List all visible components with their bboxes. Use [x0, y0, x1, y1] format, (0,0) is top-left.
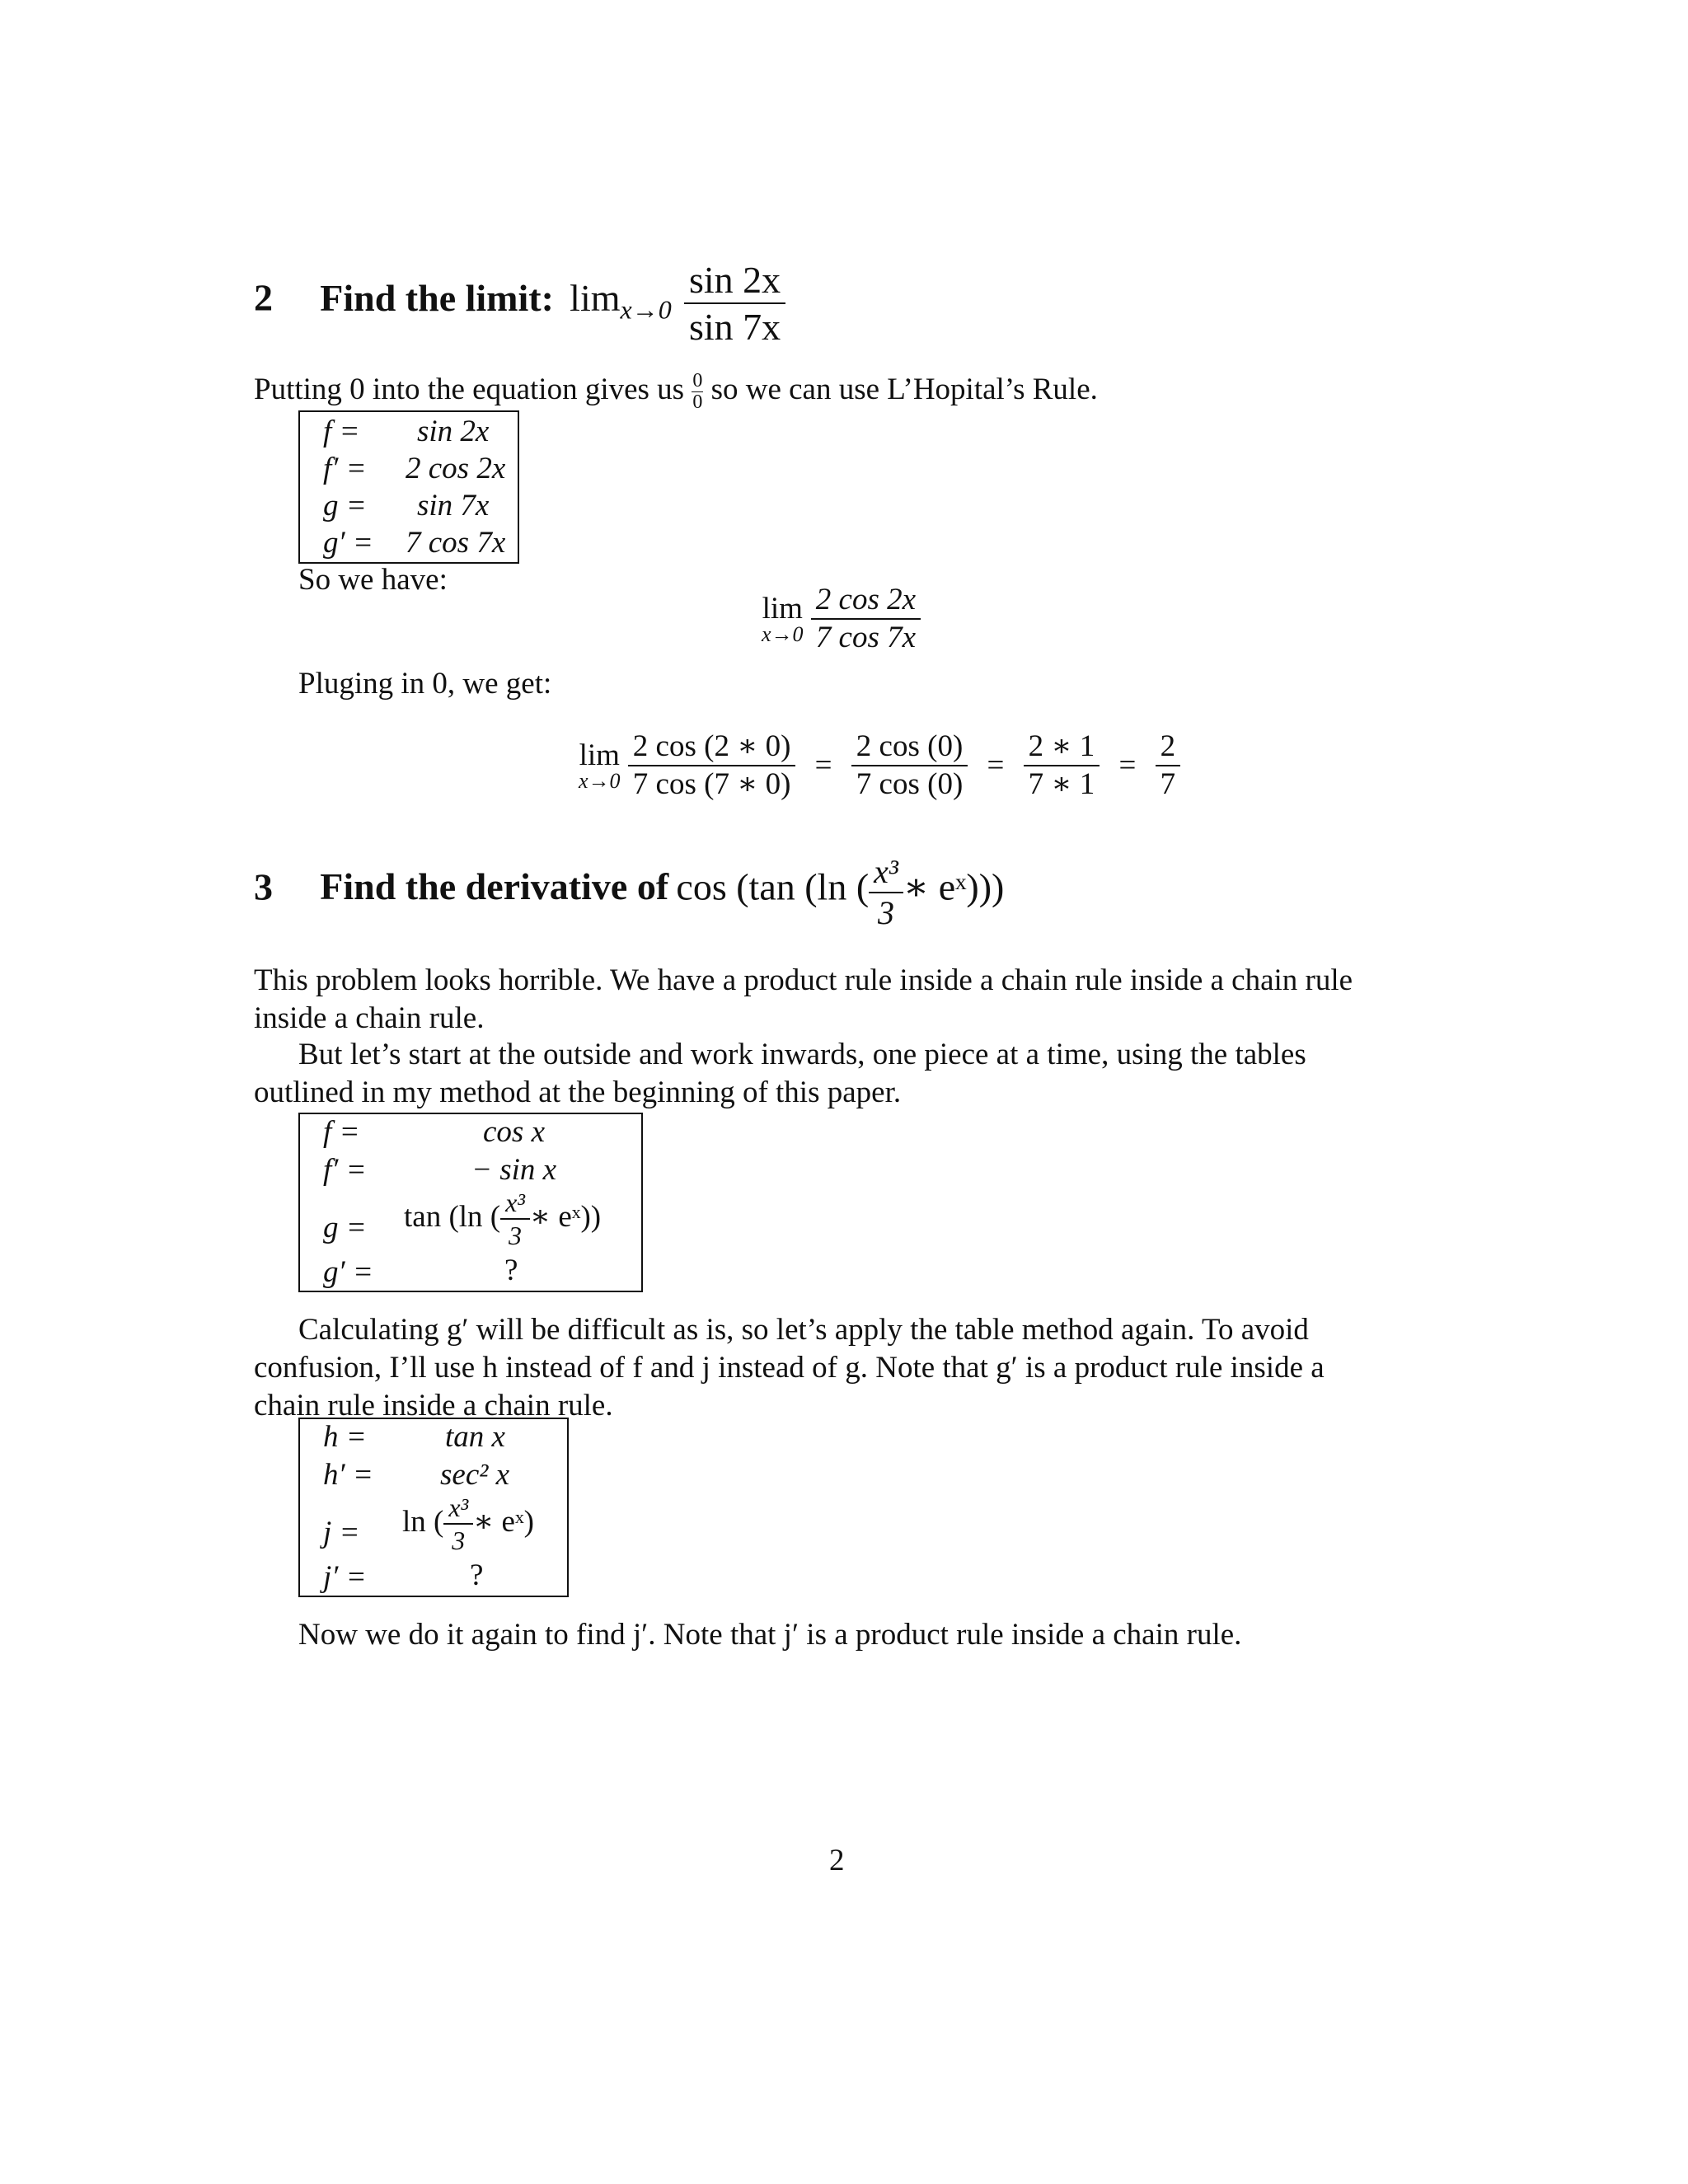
expression-fraction [443, 1492, 473, 1557]
section-title: Find the derivative of [320, 865, 669, 908]
paragraph-text: so we can use L’Hopital’s Rule. [710, 373, 1098, 407]
fraction-numerator: 2 ∗ 1 [1024, 729, 1100, 766]
lim-label: lim [579, 738, 620, 772]
paragraph-line: This problem looks horrible. We have a product rule inside a chain rule inside a chain rule [254, 963, 1353, 997]
expression-end: ∗ eˣ)) [529, 1199, 602, 1234]
fraction-numerator: 2 cos (0) [851, 729, 968, 766]
so-we-have: So we have: [298, 563, 448, 597]
fraction-numerator: x³ [443, 1492, 473, 1525]
fraction [811, 582, 921, 657]
paragraph-line: inside a chain rule. [254, 1001, 485, 1035]
section-2-heading [254, 257, 785, 349]
table-derivatives-3 [298, 1418, 569, 1597]
paragraph-line: Calculating g′ will be difficult as is, so let’s apply the table method again. To avoid [298, 1313, 1309, 1347]
table-row-lhs: f = [323, 415, 360, 448]
page-number: 2 [829, 1844, 845, 1877]
equals-sign: = [1118, 748, 1137, 783]
table-row-rhs: − sin x [471, 1153, 557, 1187]
expression-fraction [869, 852, 903, 933]
paragraph-line: But let’s start at the outside and work inwards, one piece at a time, using the tables [298, 1038, 1306, 1071]
fraction-denominator: 3 [452, 1526, 466, 1556]
equals-sign: = [987, 748, 1005, 783]
lim-label: lim [570, 276, 621, 319]
table-derivatives-1 [298, 410, 519, 564]
fraction-numerator: 2 [1156, 729, 1181, 766]
paragraph-text: Putting 0 into the equation gives us [254, 373, 685, 407]
fraction [1024, 729, 1100, 804]
table-row-lhs: f′ = [323, 1153, 367, 1187]
table-row-lhs: g′ = [323, 526, 373, 560]
limit-fraction [684, 257, 785, 349]
table-row-rhs: 7 cos 7x [406, 526, 506, 560]
table-row-rhs: ? [504, 1254, 518, 1287]
table-row-rhs [402, 1492, 534, 1557]
fraction [628, 729, 796, 804]
table-row-lhs: h = [323, 1420, 367, 1454]
fraction-denominator: 3 [878, 894, 895, 931]
fraction-denominator: 3 [509, 1221, 523, 1251]
section-number: 3 [254, 865, 273, 908]
section-3-heading [254, 852, 1004, 933]
fraction-denominator: sin 7x [688, 306, 781, 349]
limit-operator [762, 593, 804, 645]
table-row-lhs: g = [323, 489, 367, 523]
fraction-numerator: sin 2x [684, 257, 785, 304]
paragraph-line: Now we do it again to find j′. Note that j′ is a product rule inside a chain rule. [298, 1618, 1242, 1652]
section-title: Find the limit: [320, 276, 554, 319]
fraction-numerator: 0 [692, 370, 703, 391]
expression-start: tan (ln ( [404, 1199, 501, 1234]
equation-2 [579, 729, 1180, 804]
table-row-lhs: f = [323, 1115, 360, 1149]
table-row-rhs: sec² x [440, 1458, 510, 1492]
expression-end: ∗ eˣ) [473, 1504, 534, 1539]
table-derivatives-2 [298, 1113, 643, 1292]
paragraph-line: confusion, I’ll use h instead of f and j instead of g. Note that g′ is a product rule inside a [254, 1351, 1325, 1385]
fraction-numerator: 2 cos 2x [811, 582, 921, 620]
expression-fraction [500, 1187, 530, 1252]
paragraph-line: outlined in my method at the beginning of this paper. [254, 1076, 902, 1109]
table-row-rhs: sin 2x [417, 415, 490, 448]
equals-sign: = [814, 748, 832, 783]
equation-1 [762, 582, 921, 657]
table-row-lhs: g′ = [323, 1255, 373, 1289]
table-row-rhs: tan x [445, 1420, 505, 1454]
zero-over-zero [692, 371, 703, 413]
pluging-in: Pluging in 0, we get: [298, 667, 552, 701]
table-row-rhs: sin 7x [417, 489, 490, 523]
lim-subscript: x→0 [620, 294, 672, 325]
section-number: 2 [254, 276, 273, 319]
lim-label: lim [762, 591, 803, 626]
fraction-denominator: 7 cos (7 ∗ 0) [632, 767, 791, 802]
table-row-rhs [404, 1187, 601, 1252]
fraction-denominator: 7 [1160, 767, 1176, 802]
fraction-numerator: x³ [869, 852, 903, 893]
table-row-rhs: ? [470, 1558, 484, 1592]
table-row-lhs: j′ = [323, 1560, 367, 1594]
fraction-denominator: 0 [692, 391, 703, 414]
table-row-lhs: j = [323, 1516, 360, 1549]
fraction-numerator: 2 cos (2 ∗ 0) [628, 729, 796, 766]
table-row-rhs: cos x [483, 1115, 545, 1149]
fraction [851, 729, 968, 804]
fraction-denominator: 7 cos 7x [815, 621, 917, 655]
expression-start: cos (tan (ln ( [676, 865, 870, 908]
table-row-lhs: h′ = [323, 1458, 373, 1492]
table-row-lhs: g = [323, 1211, 367, 1244]
expression-end: ∗ eˣ))) [903, 865, 1005, 908]
fraction-denominator: 7 ∗ 1 [1028, 767, 1095, 802]
fraction-numerator: x³ [500, 1187, 530, 1220]
table-row-rhs: 2 cos 2x [406, 452, 506, 485]
fraction [1156, 729, 1181, 804]
limit-operator [579, 740, 621, 792]
paragraph-line: chain rule inside a chain rule. [254, 1389, 613, 1422]
lim-subscript: x→0 [762, 621, 804, 646]
lim-subscript: x→0 [579, 768, 621, 793]
fraction-denominator: 7 cos (0) [856, 767, 964, 802]
table-row-lhs: f′ = [323, 452, 367, 485]
expression-start: ln ( [402, 1504, 444, 1539]
paragraph-lhopital [254, 371, 1098, 413]
